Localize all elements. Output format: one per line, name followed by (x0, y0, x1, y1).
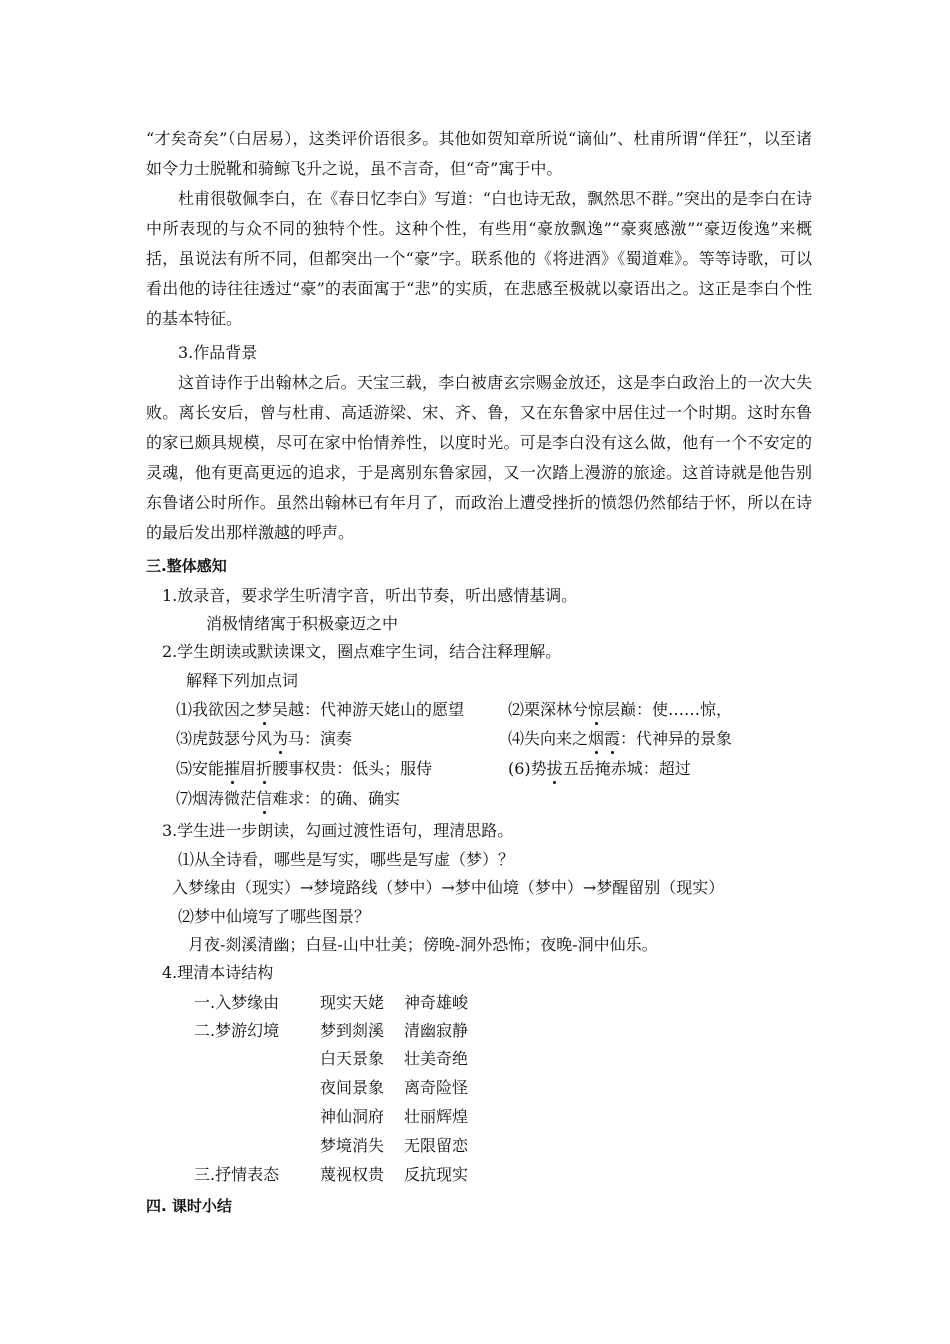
structure-feature: 离奇险怪 (404, 1078, 469, 1097)
vocab-item-1: ⑴我欲因之梦吴越：代神游天姥山的愿望 (176, 700, 465, 719)
paragraph-li-bai-personality: 杜甫很敬佩李白，在《春日忆李白》写道：“白也诗无敌，飘然思不群。”突出的是李白在诗中所表现的与众不同的独特个性。这种个性，有些用“豪放飘逸”“豪爽感激”“豪迈俊逸”来概括，虽说法有所不同，但都突出一个“豪”字。联系他的《将进酒》《蜀道难》。等等诗歌，可以看出他的诗往往透过“豪”的表面寓于“悲”的实质，在悲感至极就以豪语出之。这正是李白个性的基本特征。 (146, 189, 812, 328)
item-read-text: 2.学生朗读或默读课文，圈点难字生词，结合注释理解。 (162, 642, 562, 661)
structure-scene: 梦到剡溪 (320, 1021, 385, 1040)
subheading-background: 3.作品背景 (178, 343, 258, 362)
vocab-item-2: ⑵栗深林兮惊层巅：使……惊， (508, 700, 733, 719)
structure-scene: 神仙洞府 (320, 1107, 385, 1126)
fairyland-answer: 月夜-剡溪清幽；白昼-山中壮美；傍晚-洞外恐怖；夜晚-洞中仙乐。 (188, 935, 658, 954)
question-fairyland: ⑵梦中仙境写了哪些图景？ (178, 907, 371, 926)
structure-feature: 壮丽辉煌 (404, 1107, 469, 1126)
item-listen-recording: 1.放录音，要求学生听清字音，听出节奏，听出感情基调。 (162, 586, 578, 605)
section-heading-summary: 四. 课时小结 (146, 1197, 232, 1215)
structure-feature: 反抗现实 (404, 1165, 469, 1184)
dotted-char: 梦 (256, 700, 273, 719)
structure-feature: 清幽寂静 (404, 1021, 469, 1040)
dotted-char: 信 (256, 789, 273, 808)
item-further-reading: 3.学生进一步朗读，勾画过渡性语句，理清思路。 (162, 821, 514, 840)
dotted-char: 摧 (224, 759, 241, 778)
structure-scene: 现实天姥 (320, 993, 385, 1012)
dotted-char: 霞 (604, 729, 621, 748)
structure-scene: 白天景象 (320, 1049, 385, 1068)
paragraph-background: 这首诗作于出翰林之后。天宝三载，李白被唐玄宗赐金放还，这是李白政治上的一次大失败。离长安后，曾与杜甫、高适游梁、宋、齐、鲁，又在东鲁家中居住过一个时期。这时东鲁的家已颇具规模，尽可在家中怡情养性，以度时光。可是李白没有这么做，他有一个不安定的灵魂，他有更高更远的追求，于是离别东鲁家园，又一次踏上漫游的旅途。这首诗就是他告别东鲁诸公时所作。虽然出翰林已有年月了，而政治上遭受挫折的愤怨仍然郁结于怀，所以在诗的最后发出那样激越的呼声。 (146, 373, 812, 542)
dotted-char: 惊 (588, 700, 605, 719)
vocab-item-6: (6)势拔五岳掩赤城：超过 (508, 759, 691, 778)
dotted-char: 烟 (588, 729, 605, 748)
structure-scene: 蔑视权贵 (320, 1165, 385, 1184)
dotted-char: 为 (272, 729, 289, 748)
vocab-item-3: ⑶虎鼓瑟兮风为马：演奏 (176, 729, 353, 748)
structure-feature: 神奇雄峻 (404, 993, 469, 1012)
vocab-instruction: 解释下列加点词 (186, 671, 299, 690)
dotted-char: 折 (256, 759, 273, 778)
question-real-virtual: ⑴从全诗看，哪些是写实，哪些是写虚（梦）？ (178, 850, 515, 869)
structure-part: 一.入梦缘由 (194, 993, 280, 1012)
vocab-item-7: ⑺烟涛微茫信难求：的确、确实 (176, 789, 401, 808)
item-structure: 4.理清本诗结构 (162, 963, 274, 982)
item-emotion-note: 消极情绪寓于积极豪迈之中 (206, 614, 399, 633)
structure-scene: 夜间景象 (320, 1078, 385, 1097)
vocab-item-4: ⑷失向来之烟霞：代神异的景象 (508, 729, 733, 748)
paragraph-evaluations: “才矣奇矣”（白居易），这类评价语很多。其他如贺知章所说“谪仙”、杜甫所谓“佯狂”，以至诸如令力士脱靴和骑鲸飞升之说，虽不言奇，但“奇”寓于中。 (146, 129, 812, 178)
structure-part: 二.梦游幻境 (194, 1021, 280, 1040)
dotted-char: 拔 (546, 759, 563, 778)
section-heading-overall: 三.整体感知 (146, 557, 227, 575)
structure-feature: 无限留恋 (404, 1136, 469, 1155)
structure-part: 三.抒情表态 (194, 1165, 280, 1184)
vocab-item-5: ⑸安能摧眉折腰事权贵：低头；服侍 (176, 759, 433, 778)
structure-flow: 入梦缘由（现实）→梦境路线（梦中）→梦中仙境（梦中）→梦醒留别（现实） (172, 878, 725, 897)
structure-feature: 壮美奇绝 (404, 1049, 469, 1068)
structure-scene: 梦境消失 (320, 1136, 385, 1155)
